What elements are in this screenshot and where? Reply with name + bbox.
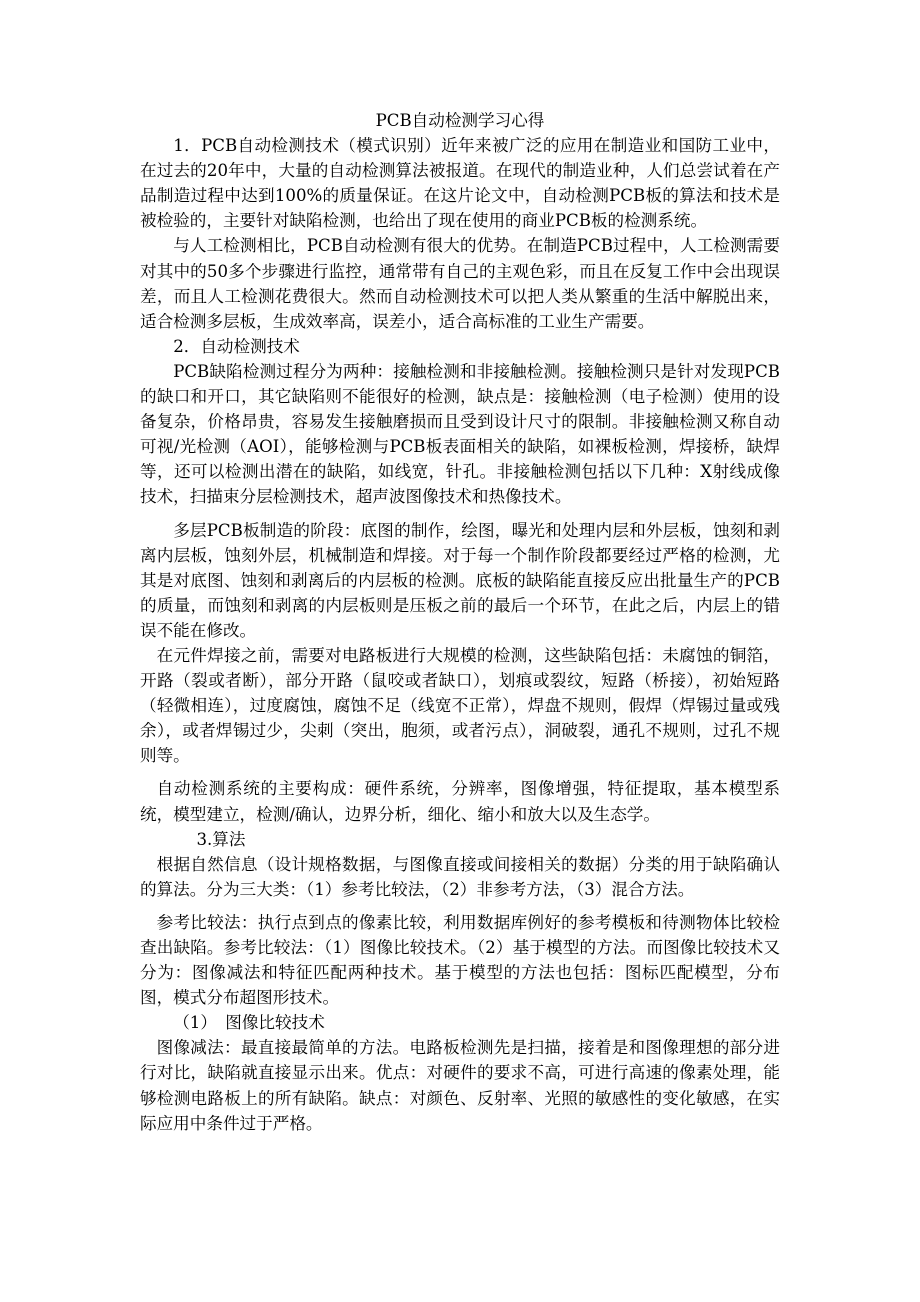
section-heading-auto-detection: 2．自动检测技术 [173,336,300,356]
paragraph-intro: 1．PCB自动检测技术（模式识别）近年来被广泛的应用在制造业和国防工业中，在过去的20年中，大量的自动检测算法被报道。在现代的制造业种，人们总尝试着在产品制造过程中达到100%的质量保证。在这片论文中，自动检测PCB板的算法和技术是被检验的，主要针对缺陷检测，也给出了现在使用的商业PCB板的检测系统。 [140,136,780,231]
paragraph-manual-vs-auto: 与人工检测相比，PCB自动检测有很大的优势。在制造PCB过程中，人工检测需要对其中的50多个步骤进行监控，通常带有自己的主观色彩，而且在反复工作中会出现误差，而且人工检测花费很大。然而自动检测技术可以把人类从繁重的生活中解脱出来，适合检测多层板，生成效率高，误差小，适合高标准的工业生产需要。 [140,236,780,331]
document-title: PCB自动检测学习心得 [375,111,545,130]
paragraph-defects-list: 在元件焊接之前，需要对电路板进行大规模的检测，这些缺陷包括：未腐蚀的铜箔，开路（裂或者断），部分开路（鼠咬或者缺口），划痕或裂纹，短路（桥接），初始短路（轻微相连），过度腐蚀，腐蚀不足（线宽不正常），焊盘不规则，假焊（焊锡过量或残余），或者焊锡过少，尖刺（突出，胞须，或者污点），洞破裂，通孔不规则，过孔不规则等。 [140,645,780,766]
paragraph-system-components: 自动检测系统的主要构成：硬件系统，分辨率，图像增强，特征提取，基本模型系统，模型建立，检测/确认，边界分析，细化、缩小和放大以及生态学。 [140,779,780,824]
paragraph-contact-detection: PCB缺陷检测过程分为两种：接触检测和非接触检测。接触检测只是针对发现PCB的缺口和开口，其它缺陷则不能很好的检测，缺点是：接触检测（电子检测）使用的设备复杂，价格昂贵，容易发生接触磨损而且受到设计尺寸的限制。非接触检测又称自动可视/光检测（AOI），能够检测与PCB板表面相关的缺陷，如裸板检测，焊接桥，缺焊等，还可以检测出潜在的缺陷，如线宽，针孔。非接触检测包括以下几种：X射线成像技术，扫描束分层检测技术，超声波图像技术和热像技术。 [140,361,780,507]
paragraph-image-subtraction: 图像减法：最直接最简单的方法。电路板检测先是扫描，接着是和图像理想的部分进行对比，缺陷就直接显示出来。优点：对硬件的要求不高，可进行高速的像素处理，能够检测电路板上的所有缺陷。缺点：对颜色、反射率、光照的敏感性的变化敏感，在实际应用中条件过于严格。 [140,1038,780,1133]
paragraph-algorithm-categories: 根据自然信息（设计规格数据，与图像直接或间接相关的数据）分类的用于缺陷确认的算法。分为三大类：（1）参考比较法，（2）非参考方法，（3）混合方法。 [140,854,780,899]
paragraph-multilayer-stages: 多层PCB板制造的阶段：底图的制作，绘图，曝光和处理内层和外层板，蚀刻和剥离内层板，蚀刻外层，机械制造和焊接。对于每一个制作阶段都要经过严格的检测，尤其是对底图、蚀刻和剥离后的内层板的检测。底板的缺陷能直接反应出批量生产的PCB的质量，而蚀刻和剥离的内层板则是压板之前的最后一个环节，在此之后，内层上的错误不能在修改。 [140,520,780,640]
paragraph-reference-comparison: 参考比较法：执行点到点的像素比较，利用数据库例好的参考模板和待测物体比较检查出缺陷。参考比较法：（1）图像比较技术。（2）基于模型的方法。而图像比较技术又分为：图像减法和特征匹配两种技术。基于模型的方法也包括：图标匹配模型，分布图，模式分布超图形技术。 [140,912,780,1008]
document-page [140,108,780,1136]
subsection-heading-image-comparison: （1） 图像比较技术 [173,1013,325,1033]
section-heading-algorithms: 3.算法 [196,829,246,849]
